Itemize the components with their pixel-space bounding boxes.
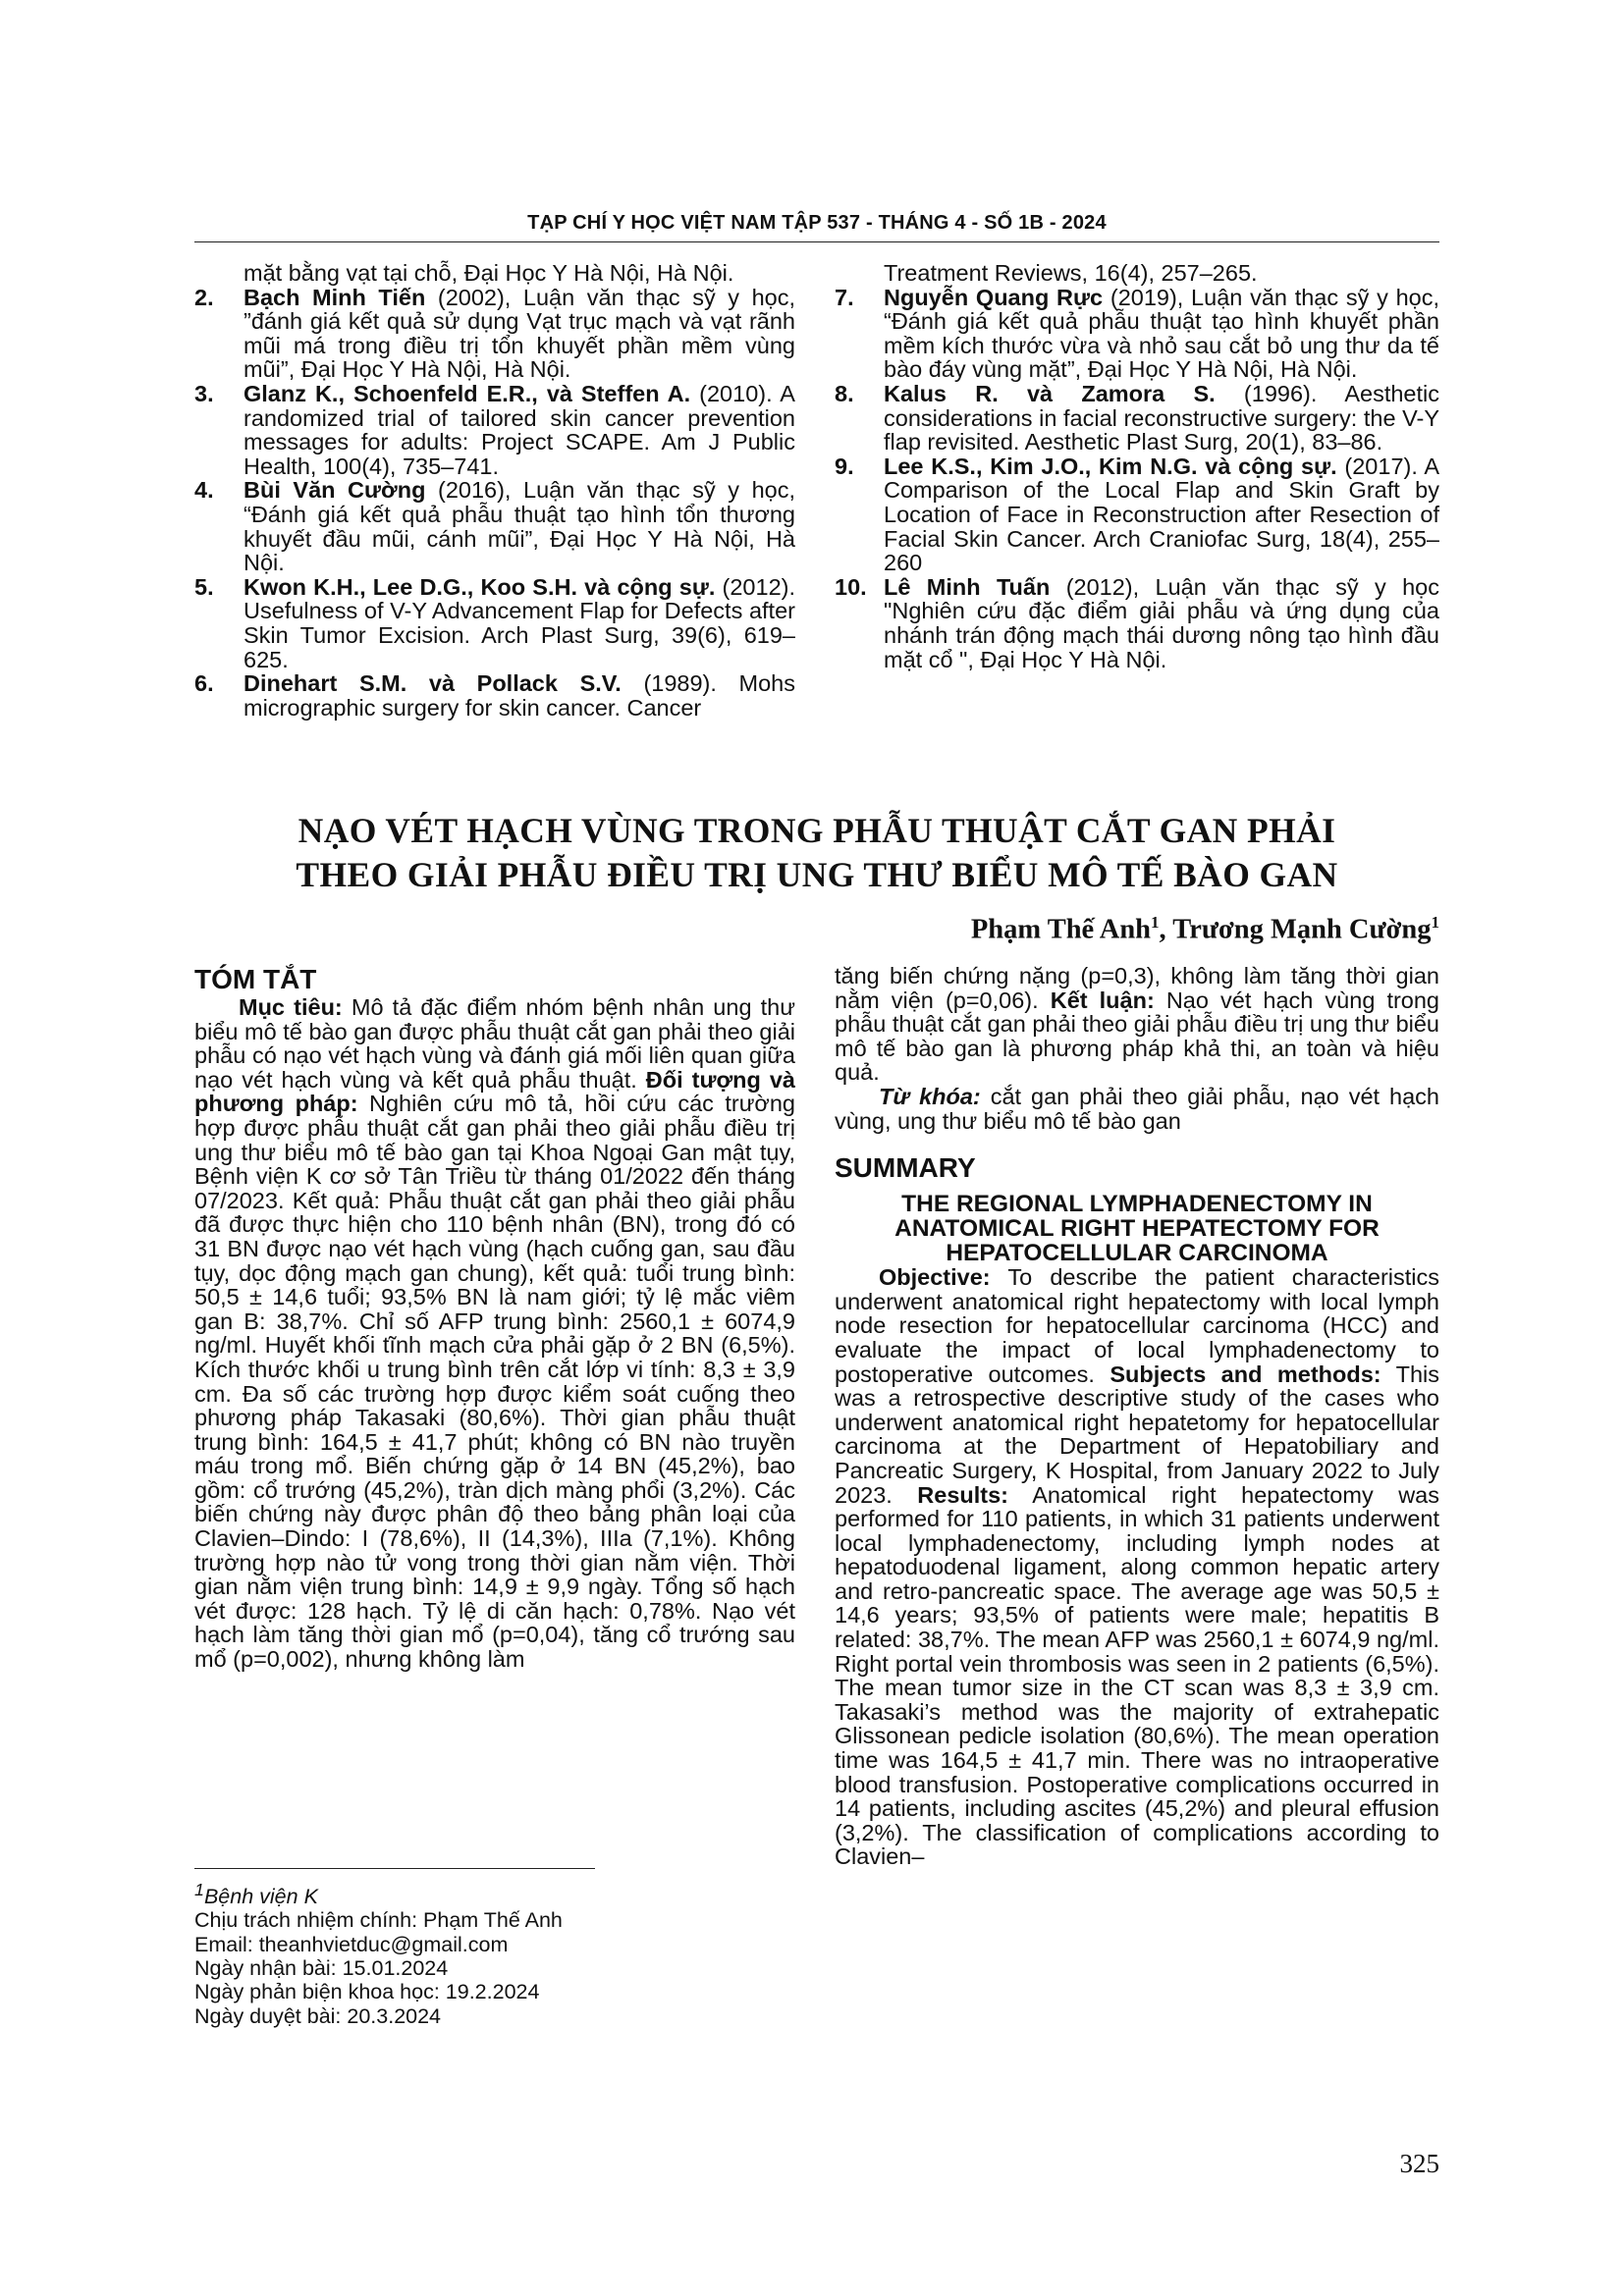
abstract-vi-continuation: tăng biến chứng nặng (p=0,3), không làm tăng thời gian nằm viện (p=0,06). Kết luận: Nạo vét hạch vùng trong phẫu thuật cắt gan phải theo giải phẫu điều trị ung thư biểu mô tế bào gan là phương pháp khả thi, an toàn và hiệu quả. bbox=[835, 963, 1440, 1086]
footnote-received: Ngày nhận bài: 15.01.2024 bbox=[194, 1956, 449, 1981]
article-title-line2: THEO GIẢI PHẪU ĐIỀU TRỊ UNG THƯ BIỂU MÔ TẾ BÀO GAN bbox=[296, 855, 1338, 894]
summary-title: THE REGIONAL LYMPHADENECTOMY IN ANATOMICAL RIGHT HEPATECTOMY FOR HEPATOCELLULAR CARCINOMA bbox=[894, 1191, 1380, 1267]
references-left bbox=[194, 261, 795, 720]
footnote-accepted: Ngày duyệt bài: 20.3.2024 bbox=[194, 2003, 442, 2028]
summary-body: Objective: To describe the patient characteristics underwent anatomical right hepatectomy with local lymph node resection for hepatocellular carcinoma (HCC) and evaluate the impact of local lymphadenectomy to postoperative outcomes. Subjects and methods: This was a retrospective descriptive study of the cases who underwent anatomical right hepatetomy for hepatocellular carcinoma at the Department of Hepatobiliary and Pancreatic Surgery, K Hospital, from January 2022 to July 2023. Results: Anatomical right hepatectomy was performed for 110 patients, in which 31 patients underwent local lymphadenectomy, including lymph nodes at hepatoduodenal ligament, along common hepatic artery and retro-pancreatic space. The average age was 50,5 ± 14,6 years; 93,5% of patients were male; hepatitis B related: 38,7%. The mean AFP was 2560,1 ± 6074,9 ng/ml. Right portal vein thrombosis was seen in 2 patients (6,5%). The mean tumor size in the CT scan was 8,3 ± 3,9 cm. Takasaki’s method was the majority of extrahepatic Glissonean pedicle isolation (80,6%). The mean operation time was 164,5 ± 41,7 min. There was no intraoperative blood transfusion. Postoperative complications occurred in 14 patients, including ascites (45,2%) and pleural effusion (3,2%). The classification of complications according to Clavien– bbox=[835, 1264, 1440, 1870]
article-title-line1: NẠO VÉT HẠCH VÙNG TRONG PHẪU THUẬT CẮT GAN PHẢI bbox=[298, 811, 1336, 850]
reference-continuation: Treatment Reviews, 16(4), 257–265. bbox=[884, 260, 1258, 286]
summary-heading: SUMMARY bbox=[835, 1152, 976, 1184]
abstract-vi-body: Mục tiêu: Mô tả đặc điểm nhóm bệnh nhân ung thư biểu mô tế bào gan được phẫu thuật cắt gan phải theo giải phẫu có nạo vét hạch vùng và đánh giá mối liên quan giữa nạo vét hạch vùng và kết quả phẫu thuật. Đối tượng và phương pháp: Nghiên cứu mô tả, hồi cứu các trường hợp được phẫu thuật cắt gan phải theo giải phẫu điều trị ung thư biểu mô tế bào gan tại Khoa Ngoại Gan mật tụy, Bệnh viện K cơ sở Tân Triều từ tháng 01/2022 đến tháng 07/2023. Kết quả: Phẫu thuật cắt gan phải theo giải phẫu đã được thực hiện cho 110 bệnh nhân (BN), trong đó có 31 BN được nạo vét hạch vùng (hạch cuống gan, sau đầu tụy, dọc động mạch gan chung), kết quả: tuổi trung bình: 50,5 ± 14,6 tuổi; 93,5% BN là nam giới; tỷ lệ mắc viêm gan B: 38,7%. Chỉ số AFP trung bình: 2560,1 ± 6074,9 ng/ml. Huyết khối tĩnh mạch cửa phải gặp ở 2 BN (6,5%). Kích thước khối u trung bình trên cắt lớp vi tính: 8,3 ± 3,9 cm. Đa số các trường hợp được kiểm soát cuống theo phương pháp Takasaki (80,6%). Thời gian phẫu thuật trung bình: 164,5 ± 41,7 phút; không có BN nào truyền máu trong mổ. Biến chứng gặp ở 14 BN (45,2%), bao gồm: cổ trướng (45,2%), tràn dịch màng phổi (3,2%). Các biến chứng này được phân độ theo bảng phân loại của Clavien–Dindo: I (78,6%), II (14,3%), IIIa (7,1%). Không trường hợp nào tử vong trong thời gian nằm viện. Thời gian nằm viện trung bình: 14,9 ± 9,9 ngày. Tổng số hạch vét được: 128 hạch. Tỷ lệ di căn hạch: 0,78%. Nạo vét hạch làm tăng thời gian mổ (p=0,04), tăng cổ trướng sau mổ (p=0,002), nhưng không làm bbox=[194, 994, 796, 1673]
reference-item: 2. Bạch Minh Tiến (2002), Luận văn thạc sỹ y học, ”đánh giá kết quả sử dụng Vạt trục mạch và vạt rãnh mũi má trong điều trị tổn khuyết phần mềm vùng mũi”, Đại Học Y Hà Nội, Hà Nội. bbox=[194, 284, 795, 383]
footnote-rule bbox=[194, 1868, 595, 1869]
footnote-affiliation: $^1$Bệnh viện K bbox=[194, 1880, 318, 1909]
reference-item: 8. Kalus R. và Zamora S. (1996). Aesthetic considerations in facial reconstructive surgery: the V-Y flap revisited. Aesthetic Plast Surg, 20(1), 83–86. bbox=[835, 380, 1439, 455]
article-authors: Phạm Thế Anh$^1$, Trương Mạnh Cường$^1$ bbox=[970, 913, 1439, 945]
footnote-email: Email: theanhvietduc@gmail.com bbox=[194, 1932, 509, 1956]
journal-header: TẠP CHÍ Y HỌC VIỆT NAM TẬP 537 - THÁNG 4 - SỐ 1B - 2024 bbox=[527, 212, 1107, 234]
reference-item: 10. Lê Minh Tuấn (2012), Luận văn thạc sỹ y học "Nghiên cứu đặc điểm giải phẫu và ứng dụng của nhánh trán động mạch thái dương nông tạo hình đầu mặt cổ ", Đại Học Y Hà Nội. bbox=[835, 573, 1440, 672]
header-rule bbox=[194, 241, 1439, 242]
footnote-responsible: Chịu trách nhiệm chính: Phạm Thế Anh bbox=[194, 1908, 563, 1933]
reference-item: 9. Lee K.S., Kim J.O., Kim N.G. và cộng sự. (2017). A Comparison of the Local Flap and Skin Graft by Location of Face in Reconstruction after Resection of Facial Skin Cancer. Arch Craniofac Surg, 18(4), 255–260 bbox=[835, 453, 1439, 576]
abstract-vi bbox=[194, 964, 795, 1672]
reference-continuation: mặt bằng vạt tại chỗ, Đại Học Y Hà Nội, Hà Nội. bbox=[244, 260, 734, 286]
reference-item: 7. Nguyễn Quang Rực (2019), Luận văn thạc sỹ y học, “Đánh giá kết quả phẫu thuật tạo hình khuyết phần mềm kích thước vừa và nhỏ sau cắt bỏ ung thư da tế bào đáy vùng mặt”, Đại Học Y Hà Nội, Hà Nội. bbox=[835, 284, 1439, 383]
footnote-reviewed: Ngày phản biện khoa học: 19.2.2024 bbox=[194, 1980, 540, 2004]
reference-item: 4. Bùi Văn Cường (2016), Luận văn thạc sỹ y học, “Đánh giá kết quả phẫu thuật tạo hình tổn thương khuyết đầu mũi, cánh mũi”, Đại Học Y Hà Nội, Hà Nội. bbox=[194, 477, 795, 576]
abstract-continued bbox=[835, 964, 1439, 1869]
page-number: 325 bbox=[1399, 2149, 1439, 2178]
footnote bbox=[194, 1878, 795, 2028]
reference-item: 6. Dinehart S.M. và Pollack S.V. (1989). Mohs micrographic surgery for skin cancer. Cancer bbox=[194, 670, 796, 721]
reference-item: 5. Kwon K.H., Lee D.G., Koo S.H. và cộng sự. (2012). Usefulness of V-Y Advancement Flap for Defects after Skin Tumor Excision. Arch Plast Surg, 39(6), 619–625. bbox=[194, 573, 795, 672]
reference-item: 3. Glanz K., Schoenfeld E.R., và Steffen A. (2010). A randomized trial of tailored skin cancer prevention messages for adults: Project SCAPE. Am J Public Health, 100(4), 735–741. bbox=[194, 380, 795, 479]
abstract-vi-heading: TÓM TẮT bbox=[194, 964, 317, 994]
references-right bbox=[835, 261, 1439, 671]
keywords: Từ khóa: cắt gan phải theo giải phẫu, nạo vét hạch vùng, ung thư biểu mô tế bào gan bbox=[835, 1083, 1439, 1134]
